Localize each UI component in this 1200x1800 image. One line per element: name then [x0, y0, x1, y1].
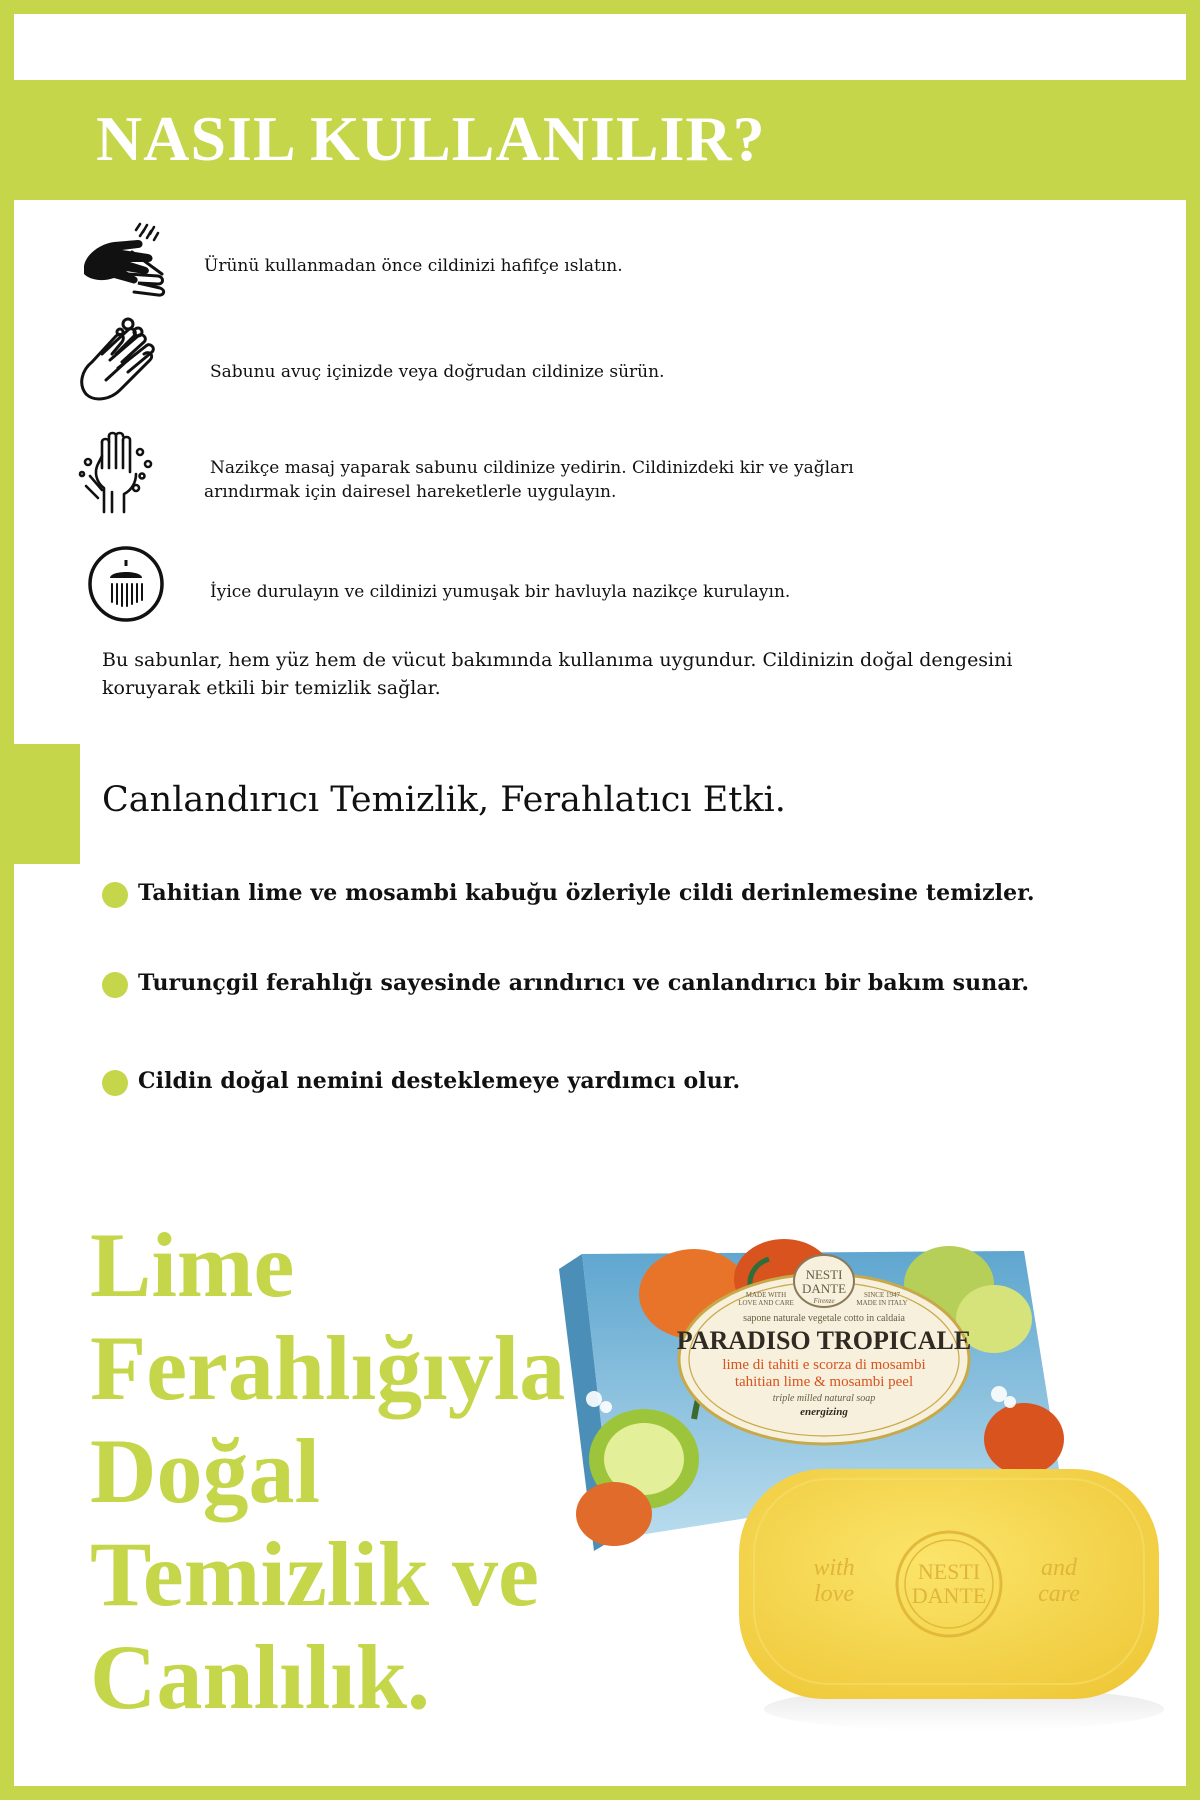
- step-rinse: [76, 540, 1076, 630]
- bar-love: love: [814, 1581, 854, 1607]
- benefit-text: Tahitian lime ve mosambi kabuğu özleriyle cildi derinlemesine temizler.: [138, 880, 1035, 906]
- headline: [90, 1214, 565, 1729]
- usage-note-line1: Bu sabunlar, hem yüz hem de vücut bakımında kullanıma uygundur. Cildinizin doğal dengesini: [102, 649, 1013, 671]
- accent-tab: [14, 744, 80, 864]
- bar-and: and: [1041, 1555, 1077, 1581]
- step-text-line2: arındırmak için dairesel hareketlerle uygulayın.: [204, 482, 617, 502]
- benefit-item: [102, 878, 1102, 910]
- benefit-item: [102, 968, 1102, 1000]
- step-text-line1: Nazikçe masaj yaparak sabunu cildinize yedirin. Cildinizdeki kir ve yağları: [210, 458, 854, 478]
- usage-note-line2: koruyarak etkili bir temizlik sağlar.: [102, 677, 441, 699]
- lathering-hands-icon: [76, 314, 176, 404]
- benefit-text: Cildin doğal nemini desteklemeye yardımcı olur.: [138, 1068, 741, 1094]
- step-text: Sabunu avuç içinizde veya doğrudan cildinize sürün.: [210, 362, 665, 382]
- step-text: İyice durulayın ve cildinizi yumuşak bir havluyla nazikçe kurulayın.: [210, 582, 791, 602]
- desc-it: lime di tahiti e scorza di mosambi: [722, 1357, 926, 1373]
- page-title: NASIL KULLANILIR?: [96, 103, 766, 174]
- step-massage: [76, 428, 1076, 518]
- product-image: [554, 1239, 1184, 1759]
- headline-line: Doğal: [90, 1420, 320, 1522]
- desc-en: tahitian lime & mosambi peel: [734, 1374, 914, 1390]
- bullet-dot-icon: [102, 882, 128, 908]
- shower-icon: [76, 540, 176, 630]
- headline-line: Canlılık.: [90, 1626, 431, 1728]
- brand-line1: NESTI: [805, 1267, 843, 1282]
- wet-hands-icon: [76, 214, 176, 304]
- headline-line: Temizlik ve: [90, 1523, 539, 1625]
- step-text: Ürünü kullanmadan önce cildinizi hafifçe ıslatın.: [204, 256, 623, 276]
- soap-bar: [739, 1469, 1164, 1731]
- since-year: SINCE 1947: [864, 1291, 900, 1299]
- bar-brand-line2: DANTE: [911, 1583, 987, 1608]
- massage-hands-icon: [76, 428, 176, 518]
- made-in: MADE IN ITALY: [856, 1299, 908, 1307]
- tagline: Canlandırıcı Temizlik, Ferahlatıcı Etki.: [102, 780, 786, 820]
- bullet-dot-icon: [102, 1070, 128, 1096]
- bar-with: with: [813, 1555, 855, 1581]
- made-with: MADE WITH: [745, 1291, 787, 1299]
- claim: energizing: [800, 1406, 848, 1418]
- headline-line: Lime: [90, 1214, 295, 1316]
- step-apply-soap: [76, 314, 1076, 404]
- soap-type: triple milled natural soap: [772, 1393, 876, 1404]
- subtitle-it: sapone naturale vegetale cotto in caldaia: [743, 1313, 905, 1324]
- brand-city: Firenze: [813, 1297, 835, 1305]
- bar-brand-line1: NESTI: [917, 1559, 981, 1584]
- step-wet-skin: [76, 214, 1076, 304]
- usage-note: [102, 646, 1082, 702]
- headline-line: Ferahlığıyla: [90, 1317, 566, 1419]
- bullet-dot-icon: [102, 972, 128, 998]
- benefit-item: [102, 1066, 1102, 1098]
- brand-line2: DANTE: [801, 1281, 847, 1296]
- content-panel: [14, 14, 1186, 1786]
- bar-care: care: [1038, 1581, 1080, 1607]
- product-name: PARADISO TROPICALE: [676, 1326, 972, 1355]
- header-band: [14, 80, 1186, 200]
- benefit-text: Turunçgil ferahlığı sayesinde arındırıcı ve canlandırıcı bir bakım sunar.: [138, 970, 1030, 996]
- love-and-care: LOVE AND CARE: [738, 1299, 794, 1307]
